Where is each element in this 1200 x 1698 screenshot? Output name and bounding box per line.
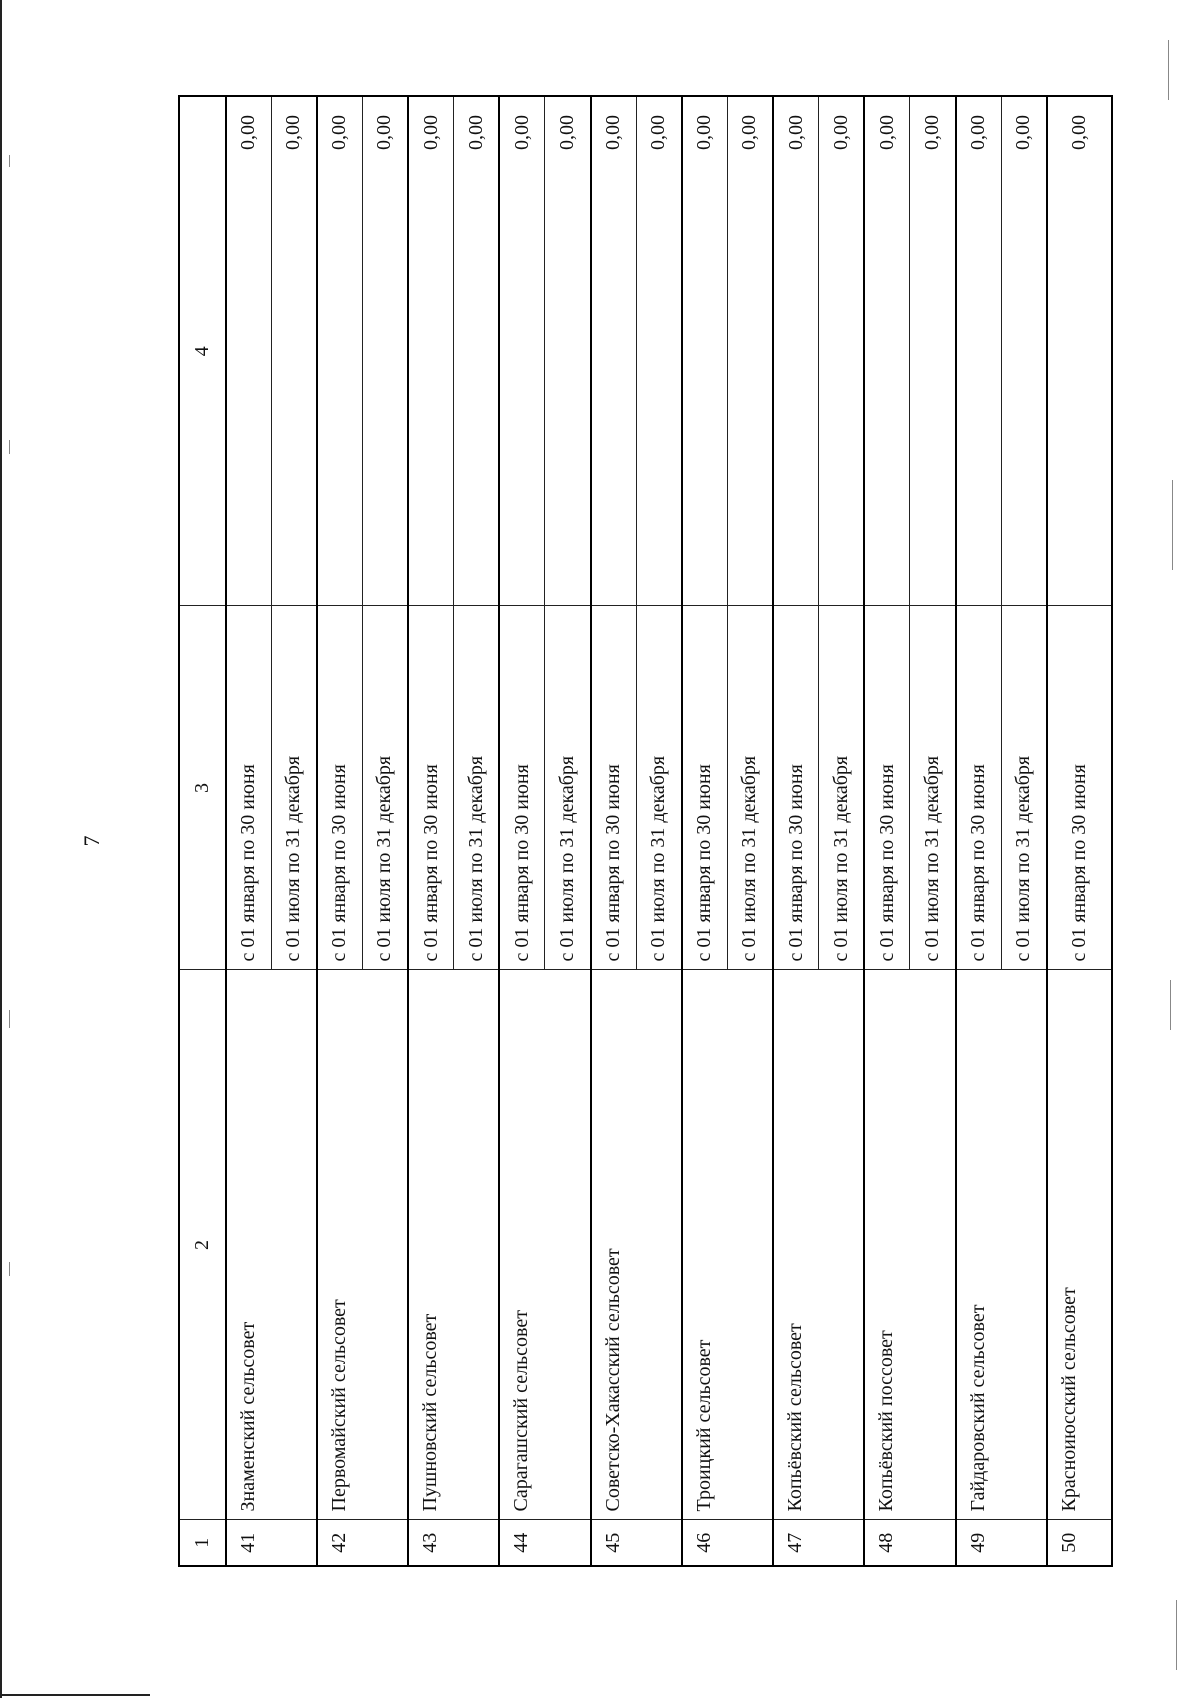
period-cell: с 01 июля по 31 декабря	[271, 606, 317, 970]
header-cell-1: 1	[179, 1520, 226, 1566]
value-cell: 0,00	[545, 96, 591, 606]
settlement-name-cell: Советско-Хакасский сельсовет	[591, 970, 682, 1520]
row-number-cell: 42	[317, 1520, 408, 1566]
period-cell: с 01 января по 30 июня	[773, 606, 819, 970]
period-cell: с 01 января по 30 июня	[682, 606, 728, 970]
table-row	[956, 96, 1002, 1566]
settlement-name-cell: Копьёвский поссовет	[864, 970, 955, 1520]
row-number-cell: 47	[773, 1520, 864, 1566]
value-cell: 0,00	[819, 96, 865, 606]
scan-left-edge	[0, 0, 2, 1698]
settlement-name-cell: Гайдаровский сельсовет	[956, 970, 1047, 1520]
header-cell-2: 2	[179, 970, 226, 1520]
period-cell: с 01 января по 30 июня	[317, 606, 363, 970]
value-cell: 0,00	[317, 96, 363, 606]
period-cell: с 01 января по 30 июня	[591, 606, 637, 970]
row-number-cell: 48	[864, 1520, 955, 1566]
header-cell-4: 4	[179, 96, 226, 606]
period-cell: с 01 июля по 31 декабря	[545, 606, 591, 970]
row-number-cell: 45	[591, 1520, 682, 1566]
settlement-name-cell: Троицкий сельсовет	[682, 970, 773, 1520]
table-row	[317, 96, 363, 1566]
value-cell: 0,00	[499, 96, 545, 606]
value-cell: 0,00	[1001, 96, 1047, 606]
data-table	[178, 95, 1113, 1567]
value-cell: 0,00	[910, 96, 956, 606]
page-number: 7	[79, 835, 104, 847]
settlement-name-cell: Пушновский сельсовет	[408, 970, 499, 1520]
scan-artifact	[1172, 480, 1173, 570]
value-cell: 0,00	[727, 96, 773, 606]
table-row	[499, 96, 545, 1566]
scan-artifact	[9, 1010, 10, 1028]
value-cell: 0,00	[636, 96, 682, 606]
period-cell: с 01 июля по 31 декабря	[819, 606, 865, 970]
table-row	[864, 96, 910, 1566]
scan-artifact	[1170, 980, 1171, 1030]
table-row	[773, 96, 819, 1566]
value-cell: 0,00	[454, 96, 500, 606]
scan-artifact	[1168, 40, 1169, 100]
value-cell: 0,00	[408, 96, 454, 606]
row-number-cell: 49	[956, 1520, 1047, 1566]
row-number-cell: 44	[499, 1520, 590, 1566]
period-cell: с 01 января по 30 июня	[499, 606, 545, 970]
value-cell: 0,00	[362, 96, 408, 606]
row-number-cell: 46	[682, 1520, 773, 1566]
value-cell: 0,00	[1047, 96, 1112, 606]
header-row	[179, 96, 226, 1566]
table-row	[408, 96, 454, 1566]
period-cell: с 01 июля по 31 декабря	[636, 606, 682, 970]
scan-bottom-edge	[0, 1694, 150, 1696]
row-number-cell: 41	[226, 1520, 317, 1566]
period-cell: с 01 января по 30 июня	[956, 606, 1002, 970]
value-cell: 0,00	[682, 96, 728, 606]
scan-artifact	[9, 1262, 10, 1276]
header-cell-3: 3	[179, 606, 226, 970]
period-cell: с 01 июля по 31 декабря	[1001, 606, 1047, 970]
table-body	[179, 96, 1112, 1566]
period-cell: с 01 июля по 31 декабря	[454, 606, 500, 970]
rotated-table-frame	[178, 97, 1113, 1567]
period-cell: с 01 июля по 31 декабря	[727, 606, 773, 970]
table-row	[682, 96, 728, 1566]
table-row	[591, 96, 637, 1566]
period-cell: с 01 января по 30 июня	[864, 606, 910, 970]
value-cell: 0,00	[226, 96, 272, 606]
settlement-name-cell: Сарагашский сельсовет	[499, 970, 590, 1520]
table-row	[226, 96, 272, 1566]
period-cell: с 01 января по 30 июня	[1047, 606, 1112, 970]
settlement-name-cell: Первомайский сельсовет	[317, 970, 408, 1520]
period-cell: с 01 января по 30 июня	[226, 606, 272, 970]
value-cell: 0,00	[271, 96, 317, 606]
period-cell: с 01 июля по 31 декабря	[910, 606, 956, 970]
period-cell: с 01 июля по 31 декабря	[362, 606, 408, 970]
scan-artifact	[9, 155, 10, 167]
scan-artifact	[9, 440, 10, 454]
rotated-table-container	[178, 97, 1113, 1567]
value-cell: 0,00	[773, 96, 819, 606]
settlement-name-cell: Копьёвский сельсовет	[773, 970, 864, 1520]
scan-artifact	[1176, 1600, 1177, 1670]
row-number-cell: 43	[408, 1520, 499, 1566]
row-number-cell: 50	[1047, 1520, 1112, 1566]
table-row	[1047, 96, 1112, 1566]
period-cell: с 01 января по 30 июня	[408, 606, 454, 970]
value-cell: 0,00	[591, 96, 637, 606]
value-cell: 0,00	[864, 96, 910, 606]
settlement-name-cell: Красноиюсский сельсовет	[1047, 970, 1112, 1520]
value-cell: 0,00	[956, 96, 1002, 606]
settlement-name-cell: Знаменский сельсовет	[226, 970, 317, 1520]
